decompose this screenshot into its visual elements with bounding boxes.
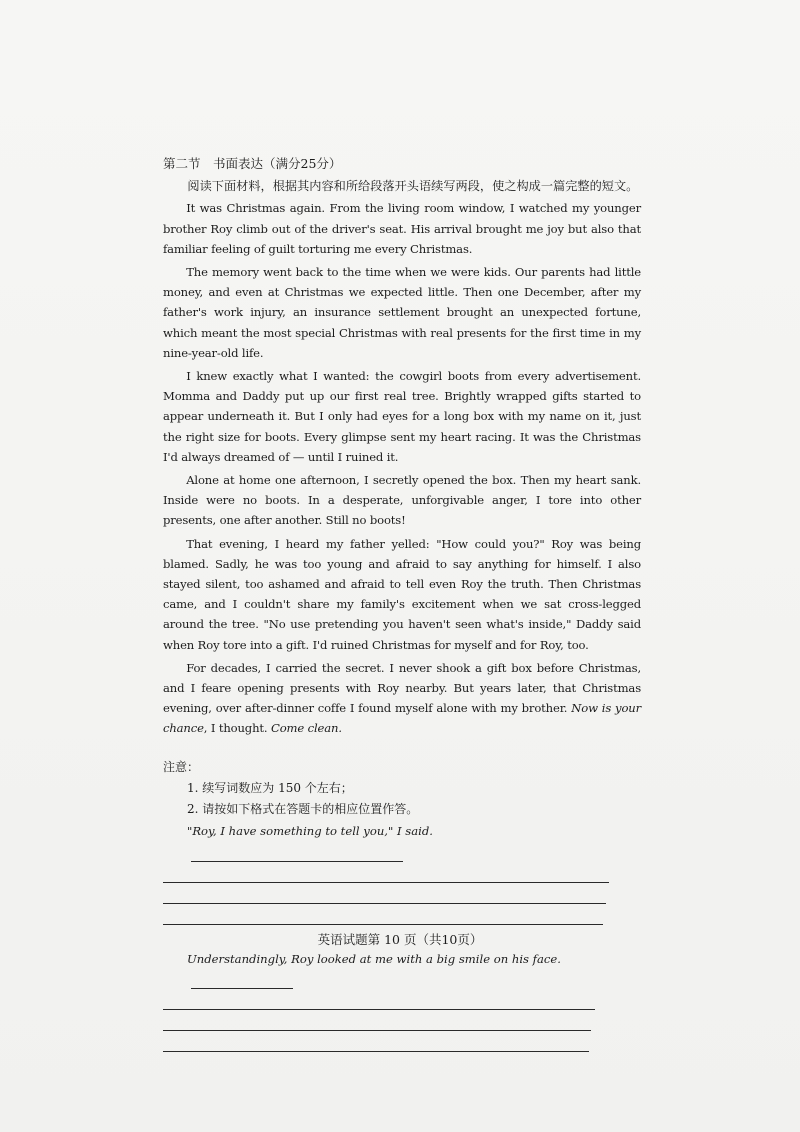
paragraph-6-italic-2: Come clean. (270, 721, 342, 736)
note-item: 1. 续写词数应为 150 个左右； (187, 780, 353, 795)
paragraph-5: That evening, I heard my father yelled: "How could you?" Roy was being blamed. Sadly, he was too young and afraid to say anything for himself. I also stayed silent, too ashamed and afraid to tell even Roy the truth. Then Christmas came, and I couldn't share my family's excitement when we sat cross-legged around the tree. "No use pretending you haven't seen what's inside," Daddy said when Roy tore into a gift. I'd ruined Christmas for myself and for Roy, too. (163, 536, 641, 652)
paragraph-6-middle: , I thought. (203, 721, 271, 736)
continuation-prompt-1 (163, 821, 641, 861)
exam-content (163, 154, 641, 1052)
section-title: 第二节 书面表达（满分25分） (163, 156, 342, 171)
prompt-2-text: Understandingly, Roy looked at me with a big smile on his face. (187, 951, 561, 966)
answer-line[interactable] (163, 904, 603, 925)
note-item: 2. 请按如下格式在答题卡的相应位置作答。 (187, 802, 419, 817)
continuation-prompt-2 (163, 949, 641, 989)
answer-line[interactable] (163, 862, 609, 883)
paragraph-6-italic-1: Now is your chance (163, 701, 641, 736)
paragraph-6-text: For decades, I carried the secret. I never shook a gift box before Christmas, and I feare opening presents with Roy nearby. But years later, that Christmas evening, over after-dinner coffe I found myself alone with my brother. (163, 660, 641, 716)
prompt-1-text: "Roy, I have something to tell you," I said. (187, 824, 433, 839)
paragraph-4: Alone at home one afternoon, I secretly opened the box. Then my heart sank. Inside were no boots. In a desperate, unforgivable anger, I tore into other presents, one after another. Still no boots! (163, 473, 641, 528)
paragraph-6 (163, 658, 641, 739)
answer-line[interactable] (191, 849, 403, 862)
notes-title: 注意： (163, 759, 200, 774)
answer-line[interactable] (191, 976, 293, 989)
instruction: 阅读下面材料，根据其内容和所给段落开头语续写两段，使之构成一篇完整的短文。 (187, 179, 639, 194)
paragraph-1: It was Christmas again. From the living room window, I watched my younger brother Roy climb out of the driver's seat. His arrival brought me joy but also that familiar feeling of guilt torturing me every Christmas. (163, 201, 641, 256)
answer-line[interactable] (163, 1031, 589, 1052)
paragraph-3: I knew exactly what I wanted: the cowgirl boots from every advertisement. Momma and Daddy put up our first real tree. Brightly wrapped gifts started to appear underneath it. But I only had eyes for a long box with my name on it, just the right size for boots. Every glimpse sent my heart racing. It was the Christmas I'd always dreamed of — until I ruined it. (163, 369, 641, 464)
page-footer: 英语试题第 10 页（共10页） (317, 932, 483, 947)
answer-line[interactable] (163, 989, 595, 1010)
paragraph-2: The memory went back to the time when we were kids. Our parents had little money, and even at Christmas we expected little. Then one December, after my father's work injury, an insurance settlement brought an unexpected fortune, which meant the most special Christmas with real presents for the first time in my nine-year-old life. (163, 265, 641, 360)
answer-line[interactable] (163, 1010, 591, 1031)
answer-line[interactable] (163, 883, 606, 904)
